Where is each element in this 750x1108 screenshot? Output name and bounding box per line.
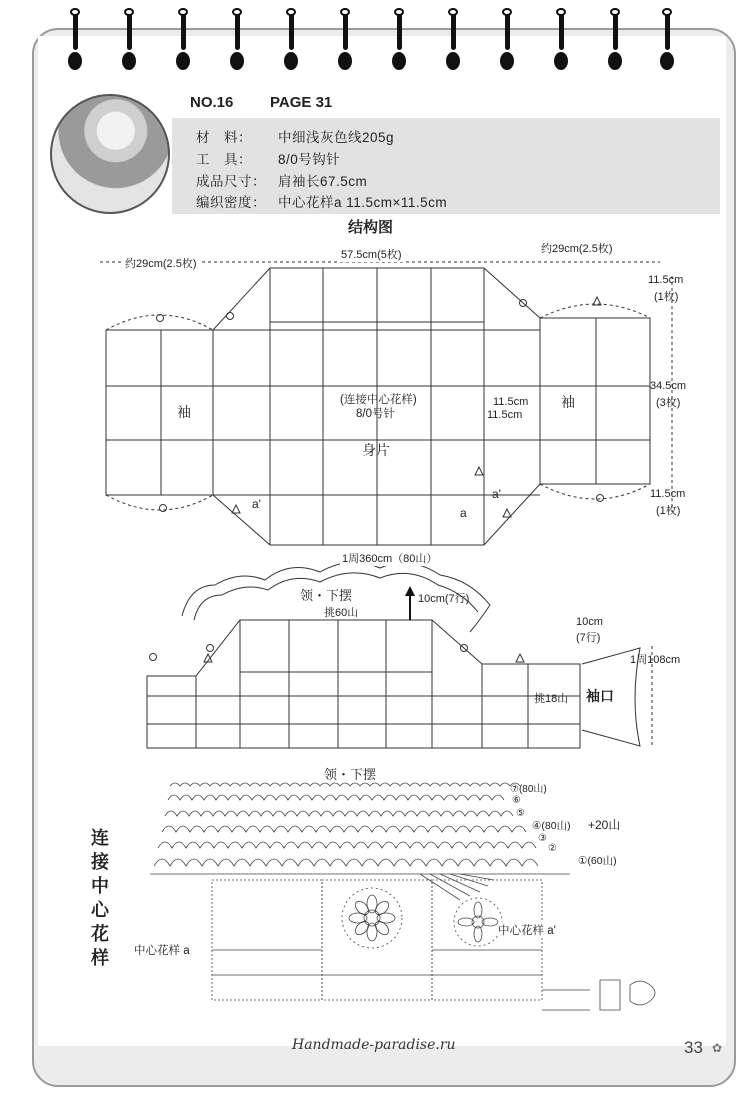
dim-top-right: 约29cm(2.5枚): [538, 240, 616, 256]
collar-title: 领・下摆: [300, 588, 353, 603]
side-title-char: 样: [91, 948, 109, 968]
page-number: 33: [684, 1038, 703, 1057]
row-7-label: ⑦(80山): [510, 784, 547, 795]
crochet-chart: [150, 783, 655, 1010]
inner-dim-2: 11.5cm: [487, 409, 523, 421]
collar-height: 10cm(7行): [418, 593, 470, 605]
flower-icon: ✿: [712, 1041, 723, 1055]
spec-value: 中心花样a 11.5cm×11.5cm: [278, 195, 448, 210]
row-1-label: ①(60山): [578, 855, 617, 867]
row-2-label: ②: [548, 843, 557, 854]
marker-a-prime-right: a': [492, 487, 501, 501]
spec-value: 肩袖长67.5cm: [278, 174, 368, 189]
collar-pick: 挑60山: [324, 607, 359, 619]
dim-right-top: 11.5cm: [648, 274, 684, 286]
cuff-label: 袖口: [586, 688, 614, 704]
inner-dim-1: 11.5cm: [493, 396, 529, 408]
motif-a-label: 中心花样 a: [134, 942, 190, 958]
cuff-height: 10cm: [576, 616, 603, 628]
spec-label: 成品尺寸：: [196, 174, 266, 189]
row-5-label: ⑤: [516, 808, 525, 819]
dim-right-bot: 11.5cm: [650, 488, 686, 500]
marker-a-prime-left: a': [252, 497, 261, 511]
collar-round: 1周360cm（80山）: [340, 550, 439, 566]
cuff-rows: (7行): [576, 632, 601, 644]
hook-note: 8/0号针: [356, 408, 395, 420]
spec-label: 材 料：: [196, 130, 252, 145]
flower-motif-a: [342, 888, 402, 948]
cuff-round: 1周108cm: [630, 654, 681, 666]
spec-value: 8/0号钩针: [278, 152, 341, 167]
structure-title: 结构图: [348, 219, 394, 236]
dim-right-mid-sub: (3枚): [656, 397, 681, 409]
side-title-char: 连: [91, 828, 109, 848]
cuff-pick: 挑18山: [534, 693, 569, 705]
motif-a-prime-label: 中心花样 a': [498, 922, 556, 938]
row-6-label: ⑥: [512, 795, 521, 806]
chart-title: 领・下摆: [324, 767, 377, 782]
side-title-char: 中: [91, 876, 109, 896]
dim-top-mid: 57.5cm(5枚): [338, 246, 405, 262]
dim-top-left: 约29cm(2.5枚): [122, 255, 200, 271]
spec-value: 中细浅灰色线205g: [278, 130, 395, 145]
sleeve-label-left: 袖: [177, 404, 191, 420]
hem-outline: [147, 620, 580, 748]
side-title: [88, 826, 112, 970]
dim-right-bot-sub: (1枚): [656, 505, 681, 517]
center-note: (连接中心花样): [340, 394, 417, 406]
row-4-label: ④(80山): [532, 820, 571, 832]
pattern-number: NO.16: [190, 94, 234, 111]
row-4-extra: +20山: [588, 818, 621, 832]
side-title-char: 接: [91, 852, 109, 872]
page-reference: PAGE 31: [270, 94, 333, 111]
footer-brand: Handmade-paradise.ru: [292, 1037, 456, 1053]
sleeve-label-right: 袖: [561, 394, 575, 410]
marker-a: a: [460, 506, 467, 520]
spec-label: 编织密度：: [196, 195, 266, 210]
side-title-char: 心: [91, 900, 109, 920]
body-label: 身片: [362, 442, 390, 458]
dim-right-top-sub: (1枚): [654, 291, 679, 303]
dim-right-mid: 34.5cm: [650, 380, 687, 392]
flower-motif-a-prime: [454, 898, 502, 946]
spec-label: 工 具：: [196, 152, 252, 167]
side-title-char: 花: [91, 924, 109, 944]
row-3-label: ③: [538, 833, 547, 844]
